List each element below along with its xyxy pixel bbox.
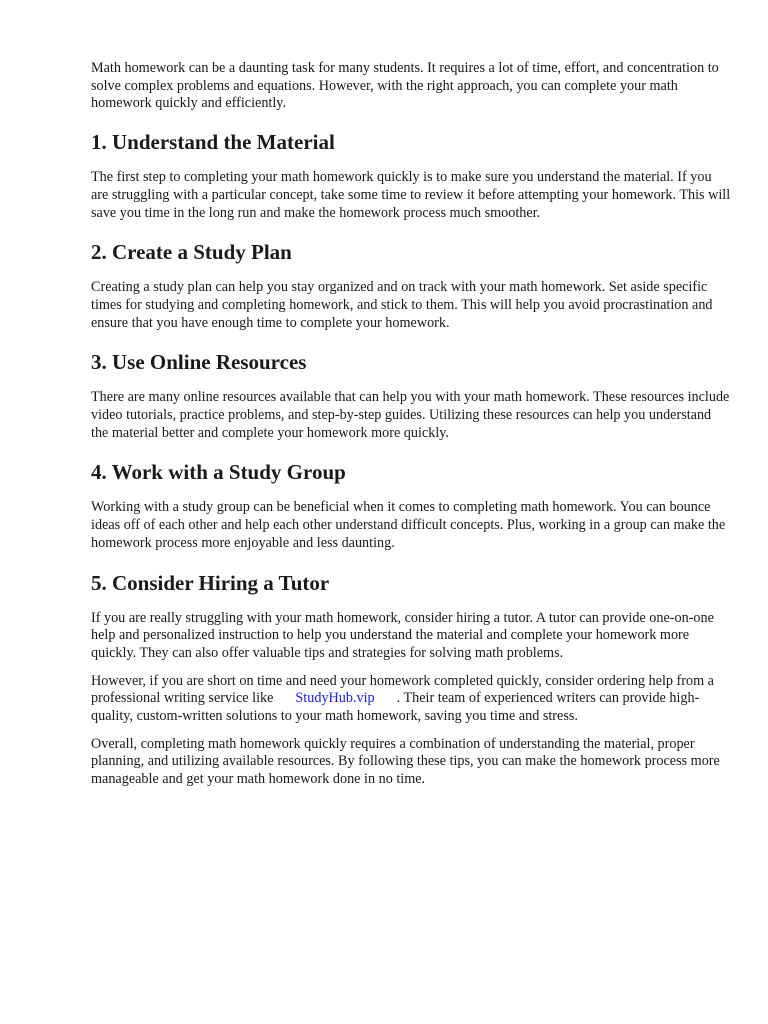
section-body: Working with a study group can be beneficial when it comes to completing math homework. You can bounce ideas off of each other and help each other understand difficult concepts. Plus, working in a group can make the homework process more enjoyable and less daunting. (91, 499, 726, 551)
section-study-plan (91, 239, 731, 332)
section-body: The first step to completing your math homework quickly is to make sure you understand the material. If you are struggling with a particular concept, take some time to review it before attempting your homework. This will save you time in the long run and make the homework process much smoother. (91, 169, 731, 221)
section-understand-material (91, 129, 731, 222)
service-text-before: However, if you are short on time and need your homework completed quickly, consider ordering help from a professional writing service like (91, 672, 714, 707)
section-heading: 2. Create a Study Plan (91, 240, 292, 265)
section-heading: 3. Use Online Resources (91, 350, 307, 375)
intro-paragraph: Math homework can be a daunting task for many students. It requires a lot of time, effort, and concentration to solve complex problems and equations. However, with the right approach, you can complete your math homework quickly and efficiently. (91, 60, 719, 112)
conclusion-paragraph: Overall, completing math homework quickly requires a combination of understanding the material, proper planning, and utilizing available resources. By following these tips, you can make the homework process more manageable and get your math homework done in no time. (91, 735, 720, 788)
studyhub-link[interactable]: StudyHub.vip (295, 690, 375, 707)
section-body: If you are really struggling with your math homework, consider hiring a tutor. A tutor can provide one-on-one help and personalized instruction to help you understand the material and complete your homework more quickly. They can also offer valuable tips and strategies for solving math problems. (91, 609, 714, 661)
section-hiring-tutor (91, 570, 731, 663)
section-body: Creating a study plan can help you stay organized and on track with your math homework. Set aside specific times for studying and completing homework, and stick to them. This will help you avoid procrastination and ensure that you have enough time to complete your homework. (91, 279, 713, 331)
section-heading: 5. Consider Hiring a Tutor (91, 570, 330, 595)
section-online-resources (91, 349, 731, 442)
section-study-group (91, 459, 731, 552)
section-body: There are many online resources available that can help you with your math homework. These resources include video tutorials, practice problems, and step-by-step guides. Utilizing these resources can help you understand the material better and complete your homework more quickly. (91, 389, 730, 441)
document-page (91, 60, 731, 799)
service-paragraph (91, 673, 731, 726)
section-heading: 4. Work with a Study Group (91, 460, 346, 485)
service-text-after: . Their team of experienced writers can provide high-quality, custom-written solutions to your math homework, saving you time and stress. (91, 690, 700, 725)
section-heading: 1. Understand the Material (91, 130, 335, 155)
